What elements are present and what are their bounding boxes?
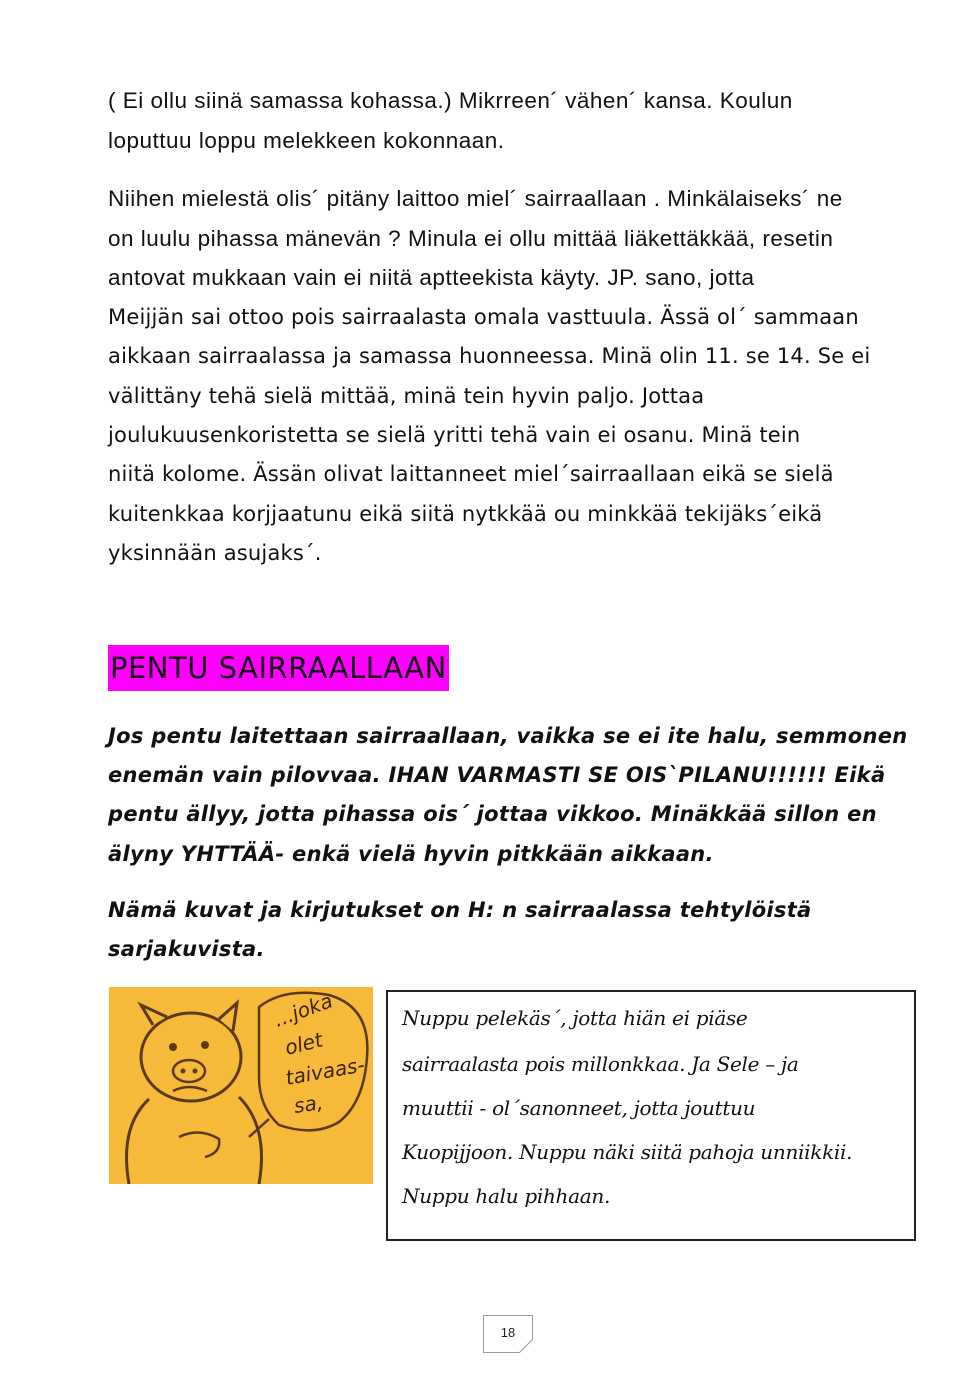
- svg-text:sa,: sa,: [292, 1090, 325, 1118]
- paragraph-2-line: on luulu pihassa mänevän ? Minula ei ollu mittää liäkettäkkää, resetin: [108, 226, 834, 251]
- caption-line: muuttii - ol´sanonneet, jotta jouttuu: [402, 1096, 756, 1120]
- caption-box: [386, 990, 916, 1241]
- caption-line: Nuppu halu pihhaan.: [402, 1184, 611, 1208]
- note-line: sarjakuvista.: [108, 937, 265, 961]
- note-line: Nämä kuvat ja kirjutukset on H: n sairraalassa tehtylöistä: [108, 898, 812, 922]
- svg-text:...joka: ...joka: [270, 988, 336, 1032]
- caption-line: sairraalasta pois millonkkaa. Ja Sele – ja: [402, 1052, 799, 1076]
- emphasis-line: enemän vain pilovvaa. IHAN VARMASTI SE OIS`PILANU!!!!!! Eikä: [108, 763, 886, 787]
- svg-text:taivaas-: taivaas-: [283, 1052, 367, 1090]
- paragraph-2-line: välittäny tehä sielä mittää, minä tein hyvin paljo. Jottaa: [108, 384, 705, 408]
- caption-line: Kuopijjoon. Nuppu näki siitä pahoja unniikkii.: [402, 1140, 853, 1164]
- page-number: 18: [500, 1325, 516, 1340]
- page-fold-icon: [519, 1339, 533, 1353]
- paragraph-1-line: ( Ei ollu siinä samassa kohassa.) Mikrreen´ vähen´ kansa. Koulun: [108, 88, 793, 113]
- paragraph-2-line: aikkaan sairraalassa ja samassa huonneessa. Minä olin 11. se 14. Se ei: [108, 344, 871, 368]
- paragraph-2-line: yksinnään asujaks´.: [108, 541, 322, 565]
- section-heading: PENTU SAIRRAALLAAN: [108, 645, 449, 691]
- paragraph-2-line: kuitenkkaa korjjaatunu eikä siitä nytkkää ou minkkää tekijäks´eikä: [108, 502, 823, 526]
- paragraph-2-line: joulukuusenkoristetta se sielä yritti tehä vain ei osanu. Minä tein: [108, 423, 801, 447]
- page-number-box: [483, 1315, 533, 1353]
- paragraph-1-line: loputtuu loppu melekkeen kokonnaan.: [108, 128, 505, 153]
- emphasis-line: Jos pentu laitettaan sairraallaan, vaikka se ei ite halu, semmonen: [108, 724, 908, 748]
- comic-drawing: [109, 987, 373, 1184]
- emphasis-line: älyny YHTTÄÄ- enkä vielä hyvin pitkkään aikkaan.: [108, 842, 714, 866]
- emphasis-line: pentu ällyy, jotta pihassa ois´ jottaa vikkoo. Minäkkää sillon en: [108, 802, 877, 826]
- svg-text:olet: olet: [282, 1027, 326, 1060]
- paragraph-2-line: Niihen mielestä olis´ pitäny laittoo miel´ sairraallaan . Minkälaiseks´ ne: [108, 186, 843, 211]
- paragraph-2-line: niitä kolome. Ässän olivat laittanneet miel´sairraallaan eikä se sielä: [108, 462, 834, 486]
- caption-line: Nuppu pelekäs´, jotta hiän ei piäse: [402, 1006, 748, 1030]
- comic-image: [109, 987, 373, 1184]
- paragraph-2-line: Meijjän sai ottoo pois sairraalasta omala vasttuula. Ässä ol´ sammaan: [108, 305, 859, 329]
- paragraph-2-line: antovat mukkaan vain ei niitä aptteekista käyty. JP. sano, jotta: [108, 265, 755, 290]
